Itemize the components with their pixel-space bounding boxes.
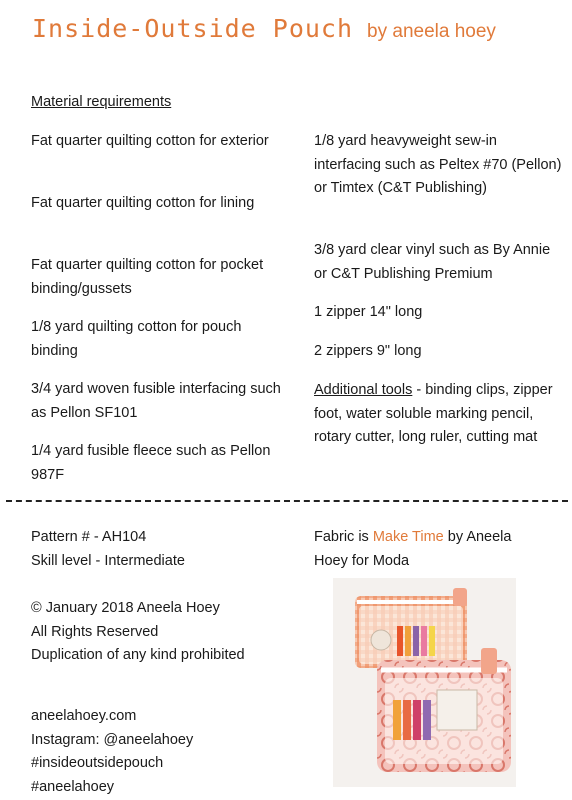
tools-text: - binding clips, zipper foot, water soluble marking pencil, rotary cutter, long ruler, cutting mat bbox=[314, 382, 553, 445]
material-item-wrap bbox=[314, 301, 564, 325]
materials-list-right bbox=[314, 130, 564, 201]
material-item-wrap bbox=[31, 254, 286, 301]
copyright-block bbox=[31, 597, 271, 668]
pouch-illustration bbox=[333, 578, 516, 787]
material-item: Fat quarter quilting cotton for lining bbox=[31, 195, 255, 211]
material-item-wrap bbox=[31, 378, 286, 425]
fabric-suffix: by Aneela Hoey for Moda bbox=[314, 529, 512, 569]
material-item: 1/8 yard quilting cotton for pouch binding bbox=[31, 319, 242, 359]
pouch-photo bbox=[333, 578, 516, 787]
page-title bbox=[32, 14, 496, 43]
pattern-info bbox=[31, 526, 286, 573]
contact-block bbox=[31, 705, 286, 799]
copyright: © January 2018 Aneela Hoey bbox=[31, 600, 220, 616]
pattern-number: Pattern # - AH104 bbox=[31, 529, 147, 545]
material-item: 1/8 yard heavyweight sew-in interfacing such as Peltex #70 (Pellon) or Timtex (C&T Publishing) bbox=[314, 133, 562, 196]
materials-heading-block bbox=[31, 91, 286, 115]
material-item: 1 zipper 14" long bbox=[314, 304, 423, 320]
rights-reserved: All Rights Reserved bbox=[31, 623, 159, 640]
fabric-info bbox=[314, 526, 544, 573]
materials-heading: Material requirements bbox=[31, 94, 172, 110]
hashtag: #aneelahoey bbox=[31, 778, 115, 795]
tools-label: Additional tools bbox=[314, 382, 413, 398]
material-item-wrap bbox=[31, 316, 286, 363]
material-item-wrap bbox=[314, 340, 564, 364]
materials-list-left bbox=[31, 130, 286, 154]
material-item: 3/4 yard woven fusible interfacing such as Pellon SF101 bbox=[31, 381, 281, 421]
hashtag: #insideoutsidepouch bbox=[31, 755, 164, 771]
pattern-title: Inside-Outside Pouch bbox=[32, 14, 354, 43]
material-item-wrap bbox=[314, 239, 564, 286]
instagram-handle: Instagram: @aneelahoey bbox=[31, 731, 194, 748]
material-item-wrap bbox=[31, 440, 286, 487]
additional-tools bbox=[314, 379, 564, 450]
material-item-wrap bbox=[31, 192, 286, 216]
skill-level: Skill level - Intermediate bbox=[31, 552, 185, 569]
duplication-notice: Duplication of any kind prohibited bbox=[31, 647, 245, 663]
material-item: Fat quarter quilting cotton for pocket binding/gussets bbox=[31, 257, 264, 297]
fabric-name: Make Time bbox=[372, 529, 444, 545]
author-byline: by aneela hoey bbox=[367, 21, 496, 42]
cut-line-divider bbox=[6, 500, 568, 502]
material-item: 1/4 yard fusible fleece such as Pellon 987F bbox=[31, 443, 271, 483]
website-link: aneelahoey.com bbox=[31, 708, 137, 724]
material-item: Fat quarter quilting cotton for exterior bbox=[31, 133, 269, 149]
fabric-prefix: Fabric is bbox=[314, 529, 373, 545]
material-item: 3/8 yard clear vinyl such as By Annie or C&T Publishing Premium bbox=[314, 242, 551, 282]
material-item: 2 zippers 9" long bbox=[314, 343, 422, 359]
